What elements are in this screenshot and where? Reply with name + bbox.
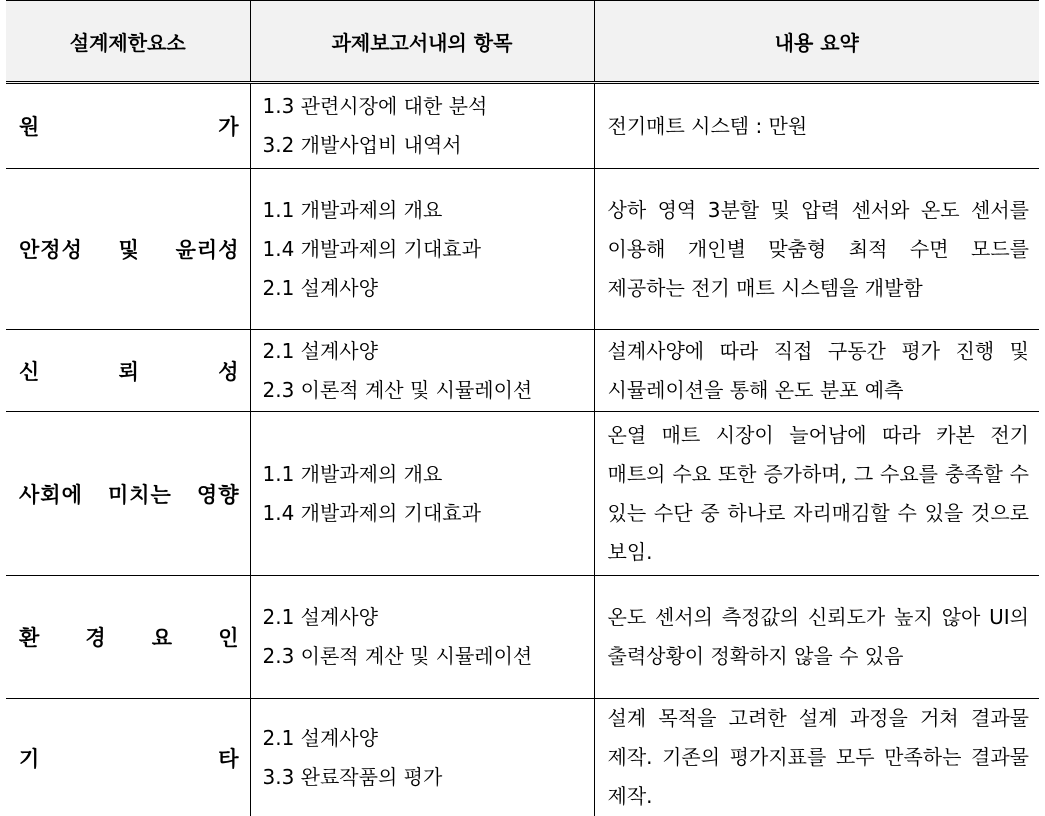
item-entry: 1.4 개발과제의 기대효과 xyxy=(263,494,594,533)
table-row xyxy=(6,169,1039,330)
summary-cell: 온열 매트 시장이 늘어남에 따라 카본 전기 매트의 수요 또한 증가하며, 그 수요를 충족할 수 있는 수단 중 하나로 자리매김할 수 있을 것으로 보임. xyxy=(594,412,1039,576)
design-constraints-table xyxy=(6,0,1039,816)
summary-cell: 전기매트 시스템 : 만원 xyxy=(594,83,1039,169)
summary-cell: 온도 센서의 측정값의 신뢰도가 높지 않아 UI의 출력상황이 정확하지 않을 수 있음 xyxy=(594,576,1039,699)
factor-cell: 신 뢰 성 xyxy=(6,330,250,412)
table-row xyxy=(6,412,1039,576)
item-entry: 2.3 이론적 계산 및 시뮬레이션 xyxy=(263,637,594,676)
items-cell xyxy=(250,83,594,169)
header-report-items: 과제보고서내의 항목 xyxy=(250,1,594,83)
summary-cell: 설계 목적을 고려한 설계 과정을 거쳐 결과물 제작. 기존의 평가지표를 모두 만족하는 결과물 제작. xyxy=(594,699,1039,816)
table-row xyxy=(6,699,1039,816)
items-cell xyxy=(250,412,594,576)
table-header-row xyxy=(6,1,1039,83)
summary-cell: 설계사양에 따라 직접 구동간 평가 진행 및 시뮬레이션을 통해 온도 분포 예측 xyxy=(594,330,1039,412)
table-row xyxy=(6,83,1039,169)
table-row xyxy=(6,330,1039,412)
factor-cell: 안정성 및 윤리성 xyxy=(6,169,250,330)
item-entry: 2.1 설계사양 xyxy=(263,269,594,308)
table-row xyxy=(6,576,1039,699)
factor-cell: 환 경 요 인 xyxy=(6,576,250,699)
factor-cell: 사회에 미치는 영향 xyxy=(6,412,250,576)
item-entry: 2.1 설계사양 xyxy=(263,332,594,371)
summary-cell: 상하 영역 3분할 및 압력 센서와 온도 센서를 이용해 개인별 맞춤형 최적 수면 모드를 제공하는 전기 매트 시스템을 개발함 xyxy=(594,169,1039,330)
item-entry: 3.3 완료작품의 평가 xyxy=(263,758,594,797)
item-entry: 1.1 개발과제의 개요 xyxy=(263,191,594,230)
item-entry: 1.1 개발과제의 개요 xyxy=(263,455,594,494)
item-entry: 3.2 개발사업비 내역서 xyxy=(263,126,594,165)
item-entry: 2.1 설계사양 xyxy=(263,719,594,758)
items-cell xyxy=(250,576,594,699)
factor-cell: 기 타 xyxy=(6,699,250,816)
item-entry: 1.3 관련시장에 대한 분석 xyxy=(263,87,594,126)
items-cell xyxy=(250,699,594,816)
item-entry: 2.1 설계사양 xyxy=(263,598,594,637)
items-cell xyxy=(250,169,594,330)
items-cell xyxy=(250,330,594,412)
header-content-summary: 내용 요약 xyxy=(594,1,1039,83)
item-entry: 1.4 개발과제의 기대효과 xyxy=(263,230,594,269)
factor-cell: 원 가 xyxy=(6,83,250,169)
header-constraint-factor: 설계제한요소 xyxy=(6,1,250,83)
item-entry: 2.3 이론적 계산 및 시뮬레이션 xyxy=(263,371,594,410)
